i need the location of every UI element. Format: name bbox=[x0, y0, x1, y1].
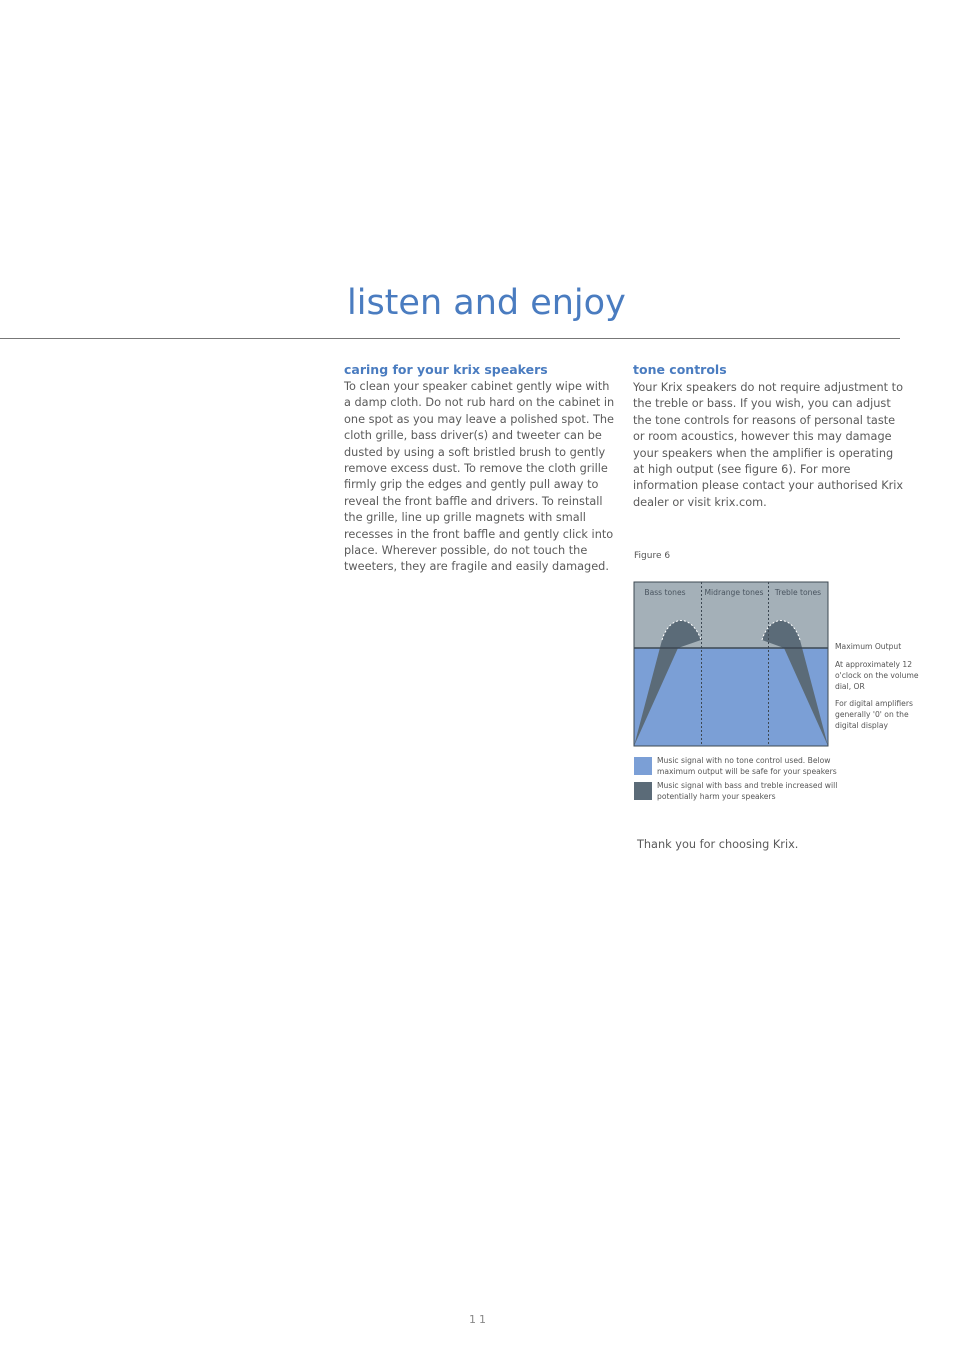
figure-label: Figure 6 bbox=[634, 551, 671, 561]
legend-text-harm: Music signal with bass and treble increased will potentially harm your speakers bbox=[657, 781, 838, 801]
section-label-bass: Bass tones bbox=[644, 588, 686, 597]
thank-you-text: Thank you for choosing Krix. bbox=[637, 838, 799, 851]
legend-swatch-safe bbox=[634, 757, 652, 775]
caring-body: To clean your speaker cabinet gently wipe with a damp cloth. Do not rub hard on the cabinet in one spot as you may leave a polished spot. The cloth grille, bass driver(s) and tweeter can be dusted by using a soft bristled brush to gently remove excess dust. To remove the cloth grille firmly grip the edges and gently pull away to reveal the front baffle and drivers. To reinstall the grille, line up grille magnets with small recesses in the front baffle and gently click into place. Wherever possible, do not touch the tweeters, they are fragile and easily damaged. bbox=[344, 380, 615, 574]
page-number: 11 bbox=[469, 1313, 489, 1326]
title-rule bbox=[0, 338, 900, 339]
tone-heading: tone controls bbox=[633, 362, 727, 377]
section-label-mid: Midrange tones bbox=[704, 588, 764, 597]
tone-diagram bbox=[630, 578, 832, 750]
legend-swatch-harm bbox=[634, 782, 652, 800]
digital-note: For digital amplifiers generally '0' on the digital display bbox=[835, 699, 913, 730]
tone-body: Your Krix speakers do not require adjustment to the treble or bass. If you wish, you can adjust the tone controls for reasons of personal taste or room acoustics, however this may damage your speakers when the amplifier is operating at high output (see figure 6). For more information please contact your authorised Krix dealer or visit krix.com. bbox=[633, 381, 904, 509]
legend-text-safe: Music signal with no tone control used. Below maximum output will be safe for your speakers bbox=[657, 756, 837, 776]
section-label-treble: Treble tones bbox=[774, 588, 822, 597]
approx-note: At approximately 12 o'clock on the volume dial, OR bbox=[835, 660, 919, 691]
caring-heading: caring for your krix speakers bbox=[344, 362, 548, 377]
page-title: listen and enjoy bbox=[347, 283, 626, 323]
max-output-label: Maximum Output bbox=[835, 642, 902, 651]
